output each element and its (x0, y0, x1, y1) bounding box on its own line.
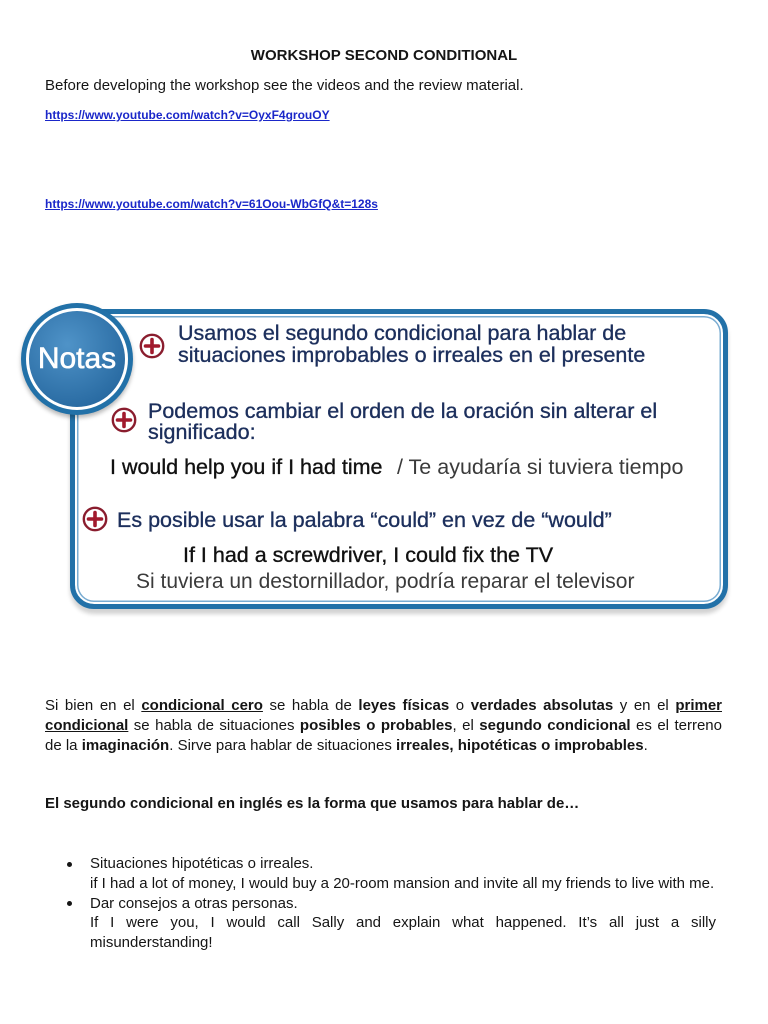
list-item-example: If I were you, I would call Sally and explain what happened. It’s all just a silly misunderstanding! (90, 914, 716, 951)
highlighted-term: primer condicional (45, 697, 722, 734)
highlighted-term: leyes físicas (358, 697, 450, 714)
paragraph-text: o (449, 697, 471, 714)
notes-figure (20, 292, 732, 617)
highlighted-term: segundo condicional (479, 717, 631, 734)
paragraph-text: es el terreno de la (45, 717, 722, 754)
note-2-line-2: significado: (148, 420, 256, 444)
paragraph-text: . Sirve para hablar de situaciones (169, 737, 397, 754)
paragraph-text: Si bien en el (45, 697, 142, 714)
paragraph-text: y en el (613, 697, 676, 714)
paragraph-text: se habla de situaciones (128, 717, 300, 734)
note-3-example: If I had a screwdriver, I could fix the TV (183, 543, 554, 567)
highlighted-term: posibles o probables (299, 717, 453, 734)
explanation-paragraph (45, 696, 722, 756)
highlighted-term: verdades absolutas (470, 697, 614, 714)
list-item (90, 854, 716, 894)
notes-badge-label: Notas (26, 308, 128, 410)
list-heading: El segundo condicional en inglés es la forma que usamos para hablar de… (45, 795, 580, 812)
paragraph-text: se habla de (262, 697, 359, 714)
note-1-line-1: Usamos el segundo condicional para hablar de (178, 321, 627, 345)
video-link-1[interactable]: https://www.youtube.com/watch?v=OyxF4grouOY (45, 108, 330, 122)
note-2-line-1: Podemos cambiar el orden de la oración sin alterar el (148, 399, 658, 423)
paragraph-text: , el (452, 717, 480, 734)
page-title: WORKSHOP SECOND CONDITIONAL (250, 47, 518, 64)
plus-icon (82, 506, 108, 532)
highlighted-term: condicional cero (141, 697, 263, 714)
usage-list (90, 854, 716, 953)
paragraph-text: . (643, 737, 648, 754)
list-item-label: Situaciones hipotéticas o irreales. (90, 855, 314, 872)
note-3-line: Es posible usar la palabra “could” en vez de “would” (117, 508, 612, 532)
video-link-2[interactable]: https://www.youtube.com/watch?v=61Oou-WbGfQ&t=128s (45, 197, 378, 211)
note-2-example: I would help you if I had time (110, 455, 383, 479)
list-item-label: Dar consejos a otras personas. (90, 894, 298, 912)
bullet-dot (67, 862, 72, 867)
intro-text: Before developing the workshop see the videos and the review material. (45, 77, 524, 94)
plus-icon (139, 333, 165, 359)
note-1-line-2: situaciones improbables o irreales en el presente (178, 343, 646, 367)
note-2-translation: / Te ayudaría si tuviera tiempo (397, 455, 684, 479)
highlighted-term: irreales, hipotéticas o improbables (396, 737, 644, 754)
note-3-translation: Si tuviera un destornillador, podría reparar el televisor (136, 570, 635, 593)
highlighted-term: imaginación (81, 737, 170, 754)
list-item (90, 894, 716, 953)
list-item-example: if I had a lot of money, I would buy a 20-room mansion and invite all my friends to live with me. (90, 874, 715, 892)
notes-badge (21, 303, 133, 415)
bullet-dot (67, 901, 72, 906)
plus-icon (111, 407, 137, 433)
